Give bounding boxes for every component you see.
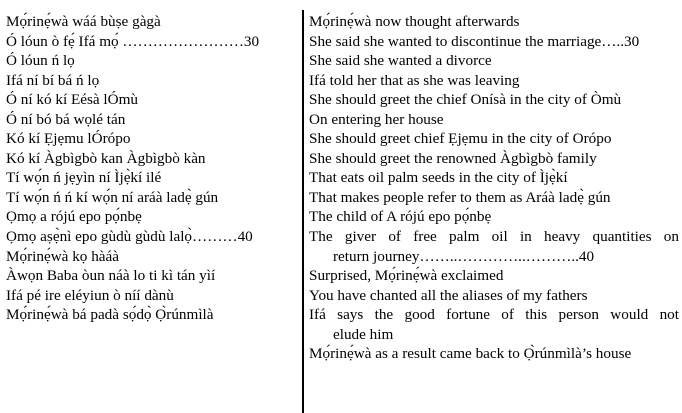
word: in: [519, 228, 532, 246]
yoruba-line: Ó ní kó kí Eésà lÓmù: [6, 91, 139, 109]
word: on: [663, 228, 679, 246]
english-translation-column: [309, 12, 679, 364]
word: this: [525, 306, 548, 324]
english-line: That makes people refer to them as Aráà ladẹ̀ gún: [309, 188, 611, 206]
yoruba-line: Kó kí Ẹjẹmu lÓrópo: [6, 130, 131, 148]
english-wrapped-line: [309, 305, 679, 344]
yoruba-line: Ifá ní bí bá ń lọ: [6, 71, 100, 89]
word: the: [374, 306, 394, 324]
yoruba-line: Ọmọ aṣẹ̀nì epo gùdù gùdù lalọ̀………40: [6, 228, 253, 246]
wrapped-first-row: [309, 305, 679, 325]
word: palm: [449, 228, 480, 246]
yoruba-line: Ifá pé ire eléyiun ò níí dànù: [6, 286, 174, 304]
english-line: That eats oil palm seeds in the city of Ìjẹ̀kí: [309, 169, 568, 187]
yoruba-line: Ọmọ a rójú epo pọ́nbẹ: [6, 208, 142, 226]
yoruba-line: Tí wọ́n ń ń kí wọ́n ní aráà ladẹ̀ gún: [6, 188, 219, 206]
yoruba-line: Ó ní bó bá wọlé tán: [6, 110, 126, 128]
word: heavy: [544, 228, 581, 246]
yoruba-line: Àwọn Baba òun náà lo ti kì tán yìí: [6, 267, 216, 285]
wrapped-continuation: elude him: [333, 325, 394, 343]
word: of: [501, 306, 514, 324]
english-wrapped-line: [309, 227, 679, 266]
yoruba-line: Mọ́rinẹ́wà wáá bùṣe gàgà: [6, 13, 161, 30]
wrapped-first-row: [309, 227, 679, 247]
word: of: [388, 228, 401, 246]
yoruba-line: Mọ́rinẹ́wà kọ hàáà: [6, 247, 120, 265]
english-line: She said she wanted to discontinue the marriage…..30: [309, 32, 640, 50]
word: good: [404, 306, 435, 324]
word: person: [558, 306, 599, 324]
yoruba-text-column: [6, 12, 298, 325]
english-line: The child of A rójú epo pọ́nbẹ: [309, 208, 492, 226]
yoruba-line: Ó lóun ò fẹ́ Ifá mọ́ ……………………30: [6, 32, 260, 50]
yoruba-line: Kó kí Àgbìgbò kan Àgbìgbò kàn: [6, 149, 206, 167]
english-line: You have chanted all the aliases of my fathers: [309, 286, 588, 304]
english-line: She should greet chief Ẹjẹmu in the city of Orópo: [309, 130, 612, 148]
english-line: Surprised, Mọ́rinẹ́wà exclaimed: [309, 267, 504, 285]
yoruba-line: Tí wọ́n ń jẹyìn ní Ìjẹ̀kí ilé: [6, 169, 162, 187]
english-line: On entering her house: [309, 110, 444, 128]
word: oil: [491, 228, 508, 246]
word: says: [337, 306, 364, 324]
word: fortune: [446, 306, 490, 324]
english-line: She should greet the renowned Àgbìgbò family: [309, 149, 597, 167]
word: would: [610, 306, 649, 324]
english-line: Ifá told her that as she was leaving: [309, 71, 520, 89]
yoruba-line: Mọ́rinẹ́wà bá padà sọ́dọ̀ Ọ̀rúnmìlà: [6, 306, 214, 324]
english-line: Mọ́rinẹ́wà as a result came back to Ọ̀rúnmìlà’s house: [309, 345, 632, 363]
yoruba-line: Ó lóun ń lọ: [6, 52, 75, 70]
word: giver: [344, 228, 377, 246]
english-line: She should greet the chief Onísà in the city of Òmù: [309, 91, 622, 109]
column-divider: [302, 10, 304, 413]
wrapped-continuation: return journey……..…………..………..40: [333, 247, 595, 265]
english-line: Mọ́rinẹ́wà now thought afterwards: [309, 13, 520, 30]
word: not: [659, 306, 679, 324]
word: Ifá: [309, 306, 326, 324]
word: quantities: [592, 228, 652, 246]
word: The: [309, 228, 333, 246]
word: free: [413, 228, 437, 246]
english-line: She said she wanted a divorce: [309, 52, 492, 70]
